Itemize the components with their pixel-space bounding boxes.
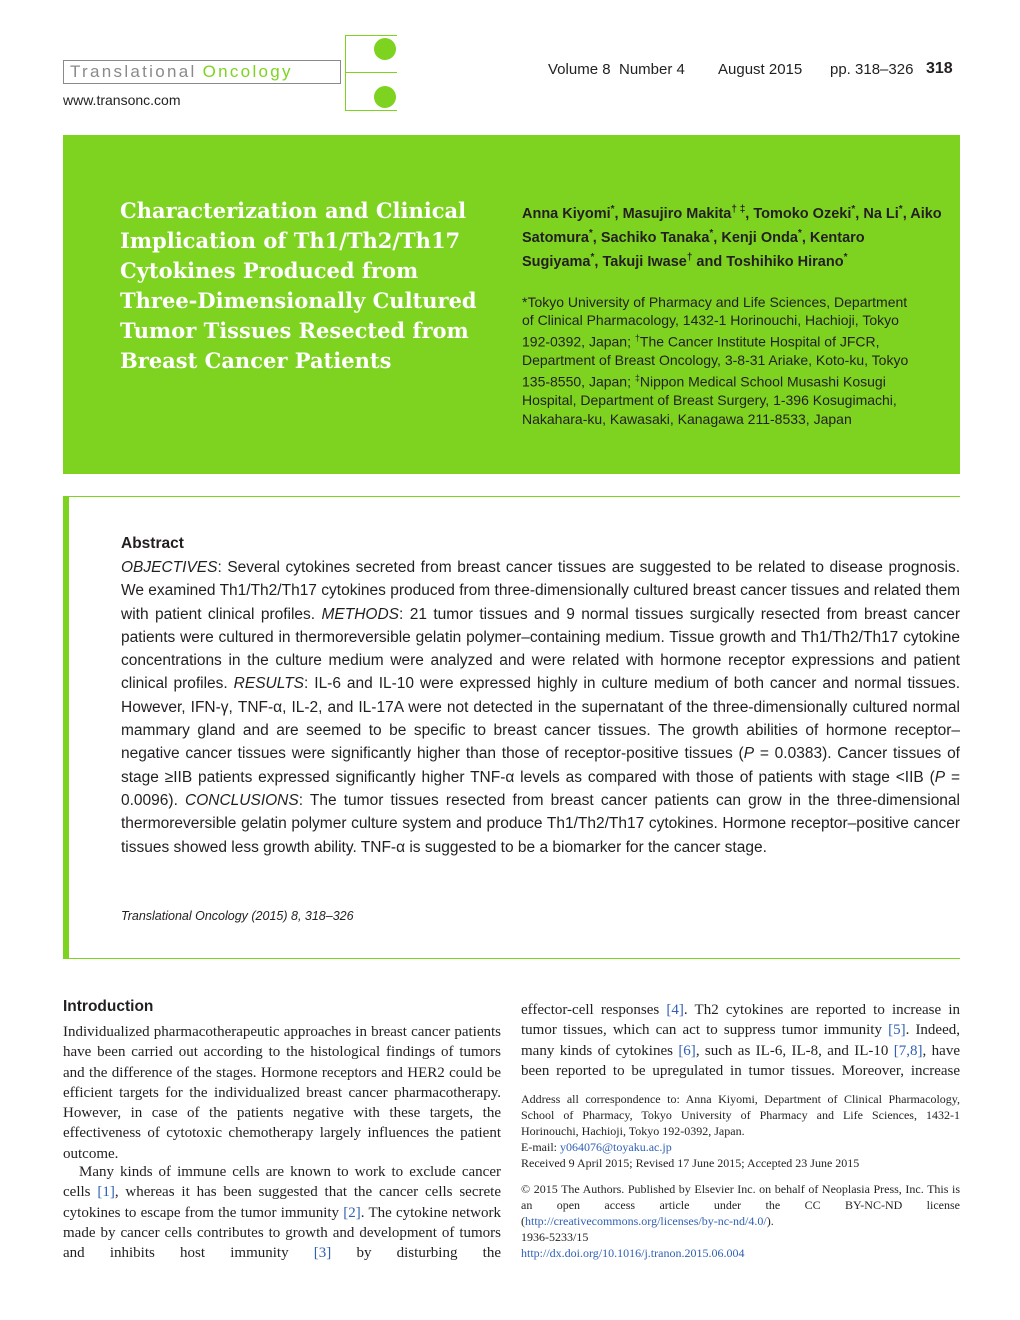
affiliations	[522, 293, 922, 428]
intro-p3-text: . Indeed, many kinds of cytokines	[521, 1022, 961, 1059]
author-name: Aiko Satomura	[522, 205, 942, 246]
author-name: and Toshihiko Hirano	[696, 253, 844, 270]
introduction-heading: Introduction	[63, 998, 154, 1015]
copyright-block	[521, 1181, 960, 1261]
author-mark: *	[709, 227, 714, 239]
affiliation-text: The Cancer Institute Hospital of JFCR, Department of Breast Oncology, 3-8-31 Ariake, Koto-ku, Tokyo 135-8550, Japan;	[522, 334, 909, 391]
issue-number: Number 4	[619, 61, 685, 78]
author-name: Kentaro Sugiyama	[522, 229, 865, 270]
abstract-heading: Abstract	[121, 535, 184, 552]
reference-link[interactable]: [3]	[313, 1245, 332, 1262]
author-name: Masujiro Makita	[622, 205, 732, 222]
author-mark: † ‡	[731, 204, 746, 215]
abstract-section-label: CONCLUSIONS	[185, 791, 299, 809]
reference-link[interactable]: [4]	[666, 1002, 684, 1018]
intro-p3-text: , such as IL-6, IL-8, and IL-10	[695, 1042, 894, 1059]
correspondence-address: Address all correspondence to: Anna Kiyomi, Department of Clinical Pharmacology, School of Pharmacy, Tokyo University of Pharmacy and Life Sciences, 1432-1 Horinouchi, Hachioji, Tokyo 192-0392, Japan.	[521, 1092, 960, 1138]
intro-p3-text: . Th2 cytokines are reported to increase in tumor tissues, which can act to suppress tumor immunity	[521, 1002, 960, 1039]
author-mark: *	[843, 251, 848, 263]
doi-link[interactable]: http://dx.doi.org/10.1016/j.tranon.2015.06.004	[521, 1246, 745, 1260]
intro-p3-text: effector-cell responses	[521, 1002, 667, 1018]
intro-paragraph-3	[521, 1000, 960, 1081]
affiliation-mark: *	[522, 294, 528, 310]
logo-rule-bottom	[345, 110, 397, 111]
copyright-close: ).	[766, 1214, 774, 1228]
intro-p2-text: . The cytokine network made by cancer cells contributes to growth and development of tumors and inhibits host immunity	[63, 1204, 502, 1262]
author-mark: *	[898, 204, 903, 215]
logo-rule-mid	[345, 72, 397, 73]
reference-link[interactable]: [6]	[678, 1042, 696, 1059]
volume-label: Volume 8	[548, 61, 611, 78]
article-title: Characterization and Clinical Implication of Th1/Th2/Th17 Cytokines Produced from Three-Dimensionally Cultured Tumor Tissues Resected from Breast Cancer Patients	[120, 198, 477, 373]
abstract-citation: Translational Oncology (2015) 8, 318–326	[121, 909, 354, 923]
author-mark: *	[797, 227, 802, 239]
received-dates: Received 9 April 2015; Revised 17 June 2015; Accepted 23 June 2015	[521, 1156, 860, 1170]
intro-p2-text: Many kinds of immune cells are known to work to exclude cancer cells	[63, 1164, 501, 1201]
license-link[interactable]: http://creativecommons.org/licenses/by-nc-nd/4.0/	[525, 1214, 767, 1228]
abstract-accent-bar	[63, 496, 69, 959]
email-label: E-mail:	[521, 1140, 560, 1154]
logo-dot-bottom	[374, 86, 396, 108]
author-mark: *	[588, 227, 593, 239]
logo-rule-top	[345, 35, 397, 36]
issn: 1936-5233/15	[521, 1230, 589, 1244]
email-link[interactable]: y064076@toyaku.ac.jp	[560, 1140, 672, 1154]
reference-link[interactable]: [1]	[97, 1184, 115, 1201]
p-value-symbol: P	[934, 768, 946, 786]
journal-name-word1: Translational	[70, 62, 197, 81]
affiliation-mark: †	[634, 333, 640, 344]
author-list: Anna Kiyomi*, Masujiro Makita† ‡, Tomoko Ozeki*, Na Li*, Aiko Satomura*, Sachiko Tanaka*, Kenji Onda*, Kentaro Sugiyama*, Takuji Iwase† and Toshihiko Hirano*	[522, 204, 942, 270]
author-mark: *	[610, 204, 615, 215]
intro-p2-text: , whereas it has been suggested that the cancer cells secrete cytokines to escape from the tumor immunity	[63, 1184, 501, 1221]
journal-logo	[63, 60, 341, 84]
reference-link[interactable]: [2]	[343, 1204, 361, 1221]
abstract-top-rule	[69, 496, 960, 497]
intro-paragraph-2	[63, 1162, 501, 1263]
reference-link[interactable]: [5]	[888, 1022, 906, 1039]
author-name: Anna Kiyomi	[522, 205, 611, 222]
author-name: Sachiko Tanaka	[600, 229, 710, 246]
journal-url[interactable]: www.transonc.com	[63, 92, 181, 108]
journal-name-word2: Oncology	[202, 62, 293, 81]
page-number: 318	[926, 60, 953, 77]
issue-date: August 2015	[718, 61, 803, 78]
author-name: Takuji Iwase	[602, 253, 687, 270]
copyright-text: © 2015 The Authors. Published by Elsevier Inc. on behalf of Neoplasia Press, Inc. This is an open access article under the CC BY-NC-ND license (	[521, 1182, 960, 1228]
logo-dot-top	[374, 38, 396, 60]
email-line	[521, 1139, 960, 1155]
author-name: Tomoko Ozeki	[753, 205, 852, 222]
author-mark: *	[851, 204, 856, 215]
logo-rule-vertical	[345, 35, 346, 111]
author-mark: †	[686, 251, 693, 263]
abstract-section-label: OBJECTIVES	[121, 559, 218, 576]
intro-p3-text: , have been reported to be upregulated in tumor tissues. Moreover, increase	[521, 1042, 960, 1079]
author-mark: *	[590, 251, 595, 263]
intro-paragraph-1: Individualized pharmacotherapeutic approaches in breast cancer patients have been carried out according to the histological findings of tumors and the difference of the stages. Hormone receptors and HER2 could be efficient targets for the individualized breast cancer pharmacotherapy. However, in case of the patients negative with these targets, the effectiveness of cytotoxic chemotherapy largely influences the patient outcome.	[63, 1024, 501, 1162]
page-range: pp. 318–326	[830, 61, 914, 78]
intro-p2-text: by disturbing the	[331, 1245, 501, 1262]
abstract-bottom-rule	[63, 958, 960, 959]
author-name: Na Li	[863, 205, 899, 222]
abstract-section-label: RESULTS	[233, 675, 305, 693]
affiliation-text: Nippon Medical School Musashi Kosugi Hospital, Department of Breast Surgery, 1-396 Kosugimachi, Nakahara-ku, Kawasaki, Kanagawa 211-8533, Japan	[522, 374, 897, 427]
affiliation-text: Tokyo University of Pharmacy and Life Sciences, Department of Clinical Pharmacology, 1432-1 Horinouchi, Hachioji, Tokyo 192-0392, Japan;	[522, 294, 908, 351]
correspondence-footnote	[521, 1091, 960, 1171]
reference-link[interactable]: [7,8]	[893, 1042, 923, 1059]
author-name: Kenji Onda	[721, 229, 798, 246]
p-value-symbol: P	[743, 745, 755, 763]
affiliation-mark: ‡	[634, 373, 640, 384]
abstract-body: OBJECTIVES: Several cytokines secreted from breast cancer tissues are suggested to be related to disease prognosis. We examined Th1/Th2/Th17 cytokines produced from three-dimensionally cultured breast cancer tissues and related them with patient clinical profiles. METHODS: 21 tumor tissues and 9 normal tissues surgically resected from breast cancer patients were cultured in thermoreversible gelatin polymer–containing medium. Tissue growth and Th1/Th2/Th17 cytokine concentrations in the culture medium were analyzed and were related with hormone receptor expressions and patient clinical profiles. RESULTS: IL-6 and IL-10 were expressed highly in culture medium of both cancer and normal tissues. However, IFN-γ, TNF-α, IL-2, and IL-17A were not detected in the supernatant of the three-dimensionally cultured normal mammary gland and are seemed to be specific to breast cancer tissues. The growth abilities of hormone receptor–negative cancer tissues were significantly higher than those of receptor-positive tissues (P = 0.0383). Cancer tissues of stage ≥IIB patients expressed significantly higher TNF-α levels as compared with those of patients with stage <IIB (P = 0.0096). CONCLUSIONS: The tumor tissues resected from breast cancer patients can grow in the three-dimensional thermoreversible gelatin polymer culture system and produce Th1/Th2/Th17 cytokines. Hormone receptor–positive cancer tissues showed less growth ability. TNF-α is suggested to be a biomarker for the cancer stage.	[121, 559, 961, 856]
abstract-section-label: METHODS	[321, 605, 399, 623]
